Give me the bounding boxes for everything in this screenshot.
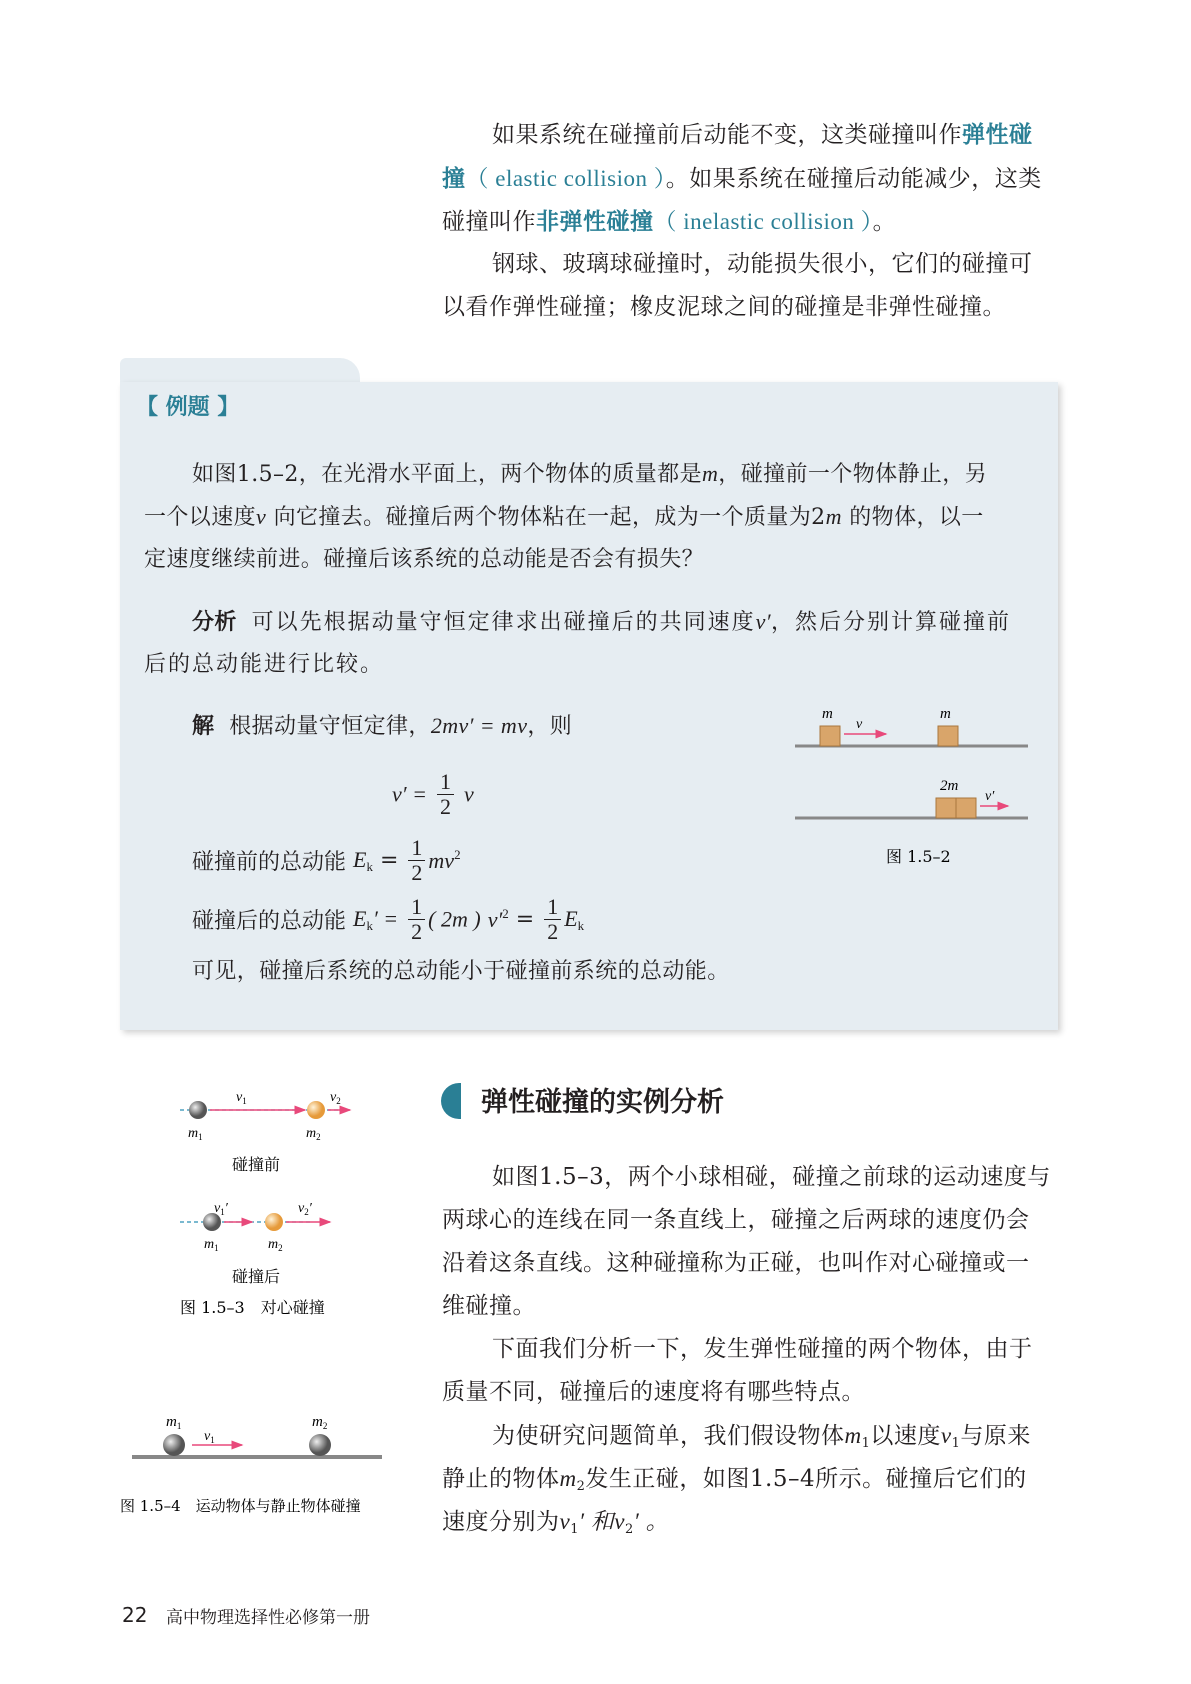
analysis-line-2: 后的总动能进行比较。 bbox=[144, 652, 385, 677]
english-term-1: （ elastic collision ） bbox=[465, 166, 666, 191]
section-title: 弹性碰撞的实例分析 bbox=[481, 1087, 724, 1118]
svg-text:m2: $m_2$ bbox=[312, 1414, 328, 1431]
block-combined-left bbox=[936, 798, 956, 818]
svg-text:v1: $v_1$ bbox=[204, 1429, 215, 1445]
ball-m2-before bbox=[307, 1101, 325, 1119]
solution-label: 解 bbox=[192, 714, 215, 739]
intro-line-5: 以看作弹性碰撞；橡皮泥球之间的碰撞是非弹性碰撞。 bbox=[442, 294, 1006, 320]
label-m2: m bbox=[940, 706, 951, 722]
figure-1-5-2 bbox=[790, 700, 1040, 880]
question-line-1: 如图1.5–2，在光滑水平面上，两个物体的质量都是m，碰撞前一个物体静止，另 bbox=[192, 461, 988, 487]
section-line-5: 下面我们分析一下，发生弹性碰撞的两个物体，由于 bbox=[492, 1336, 1033, 1362]
term-elastic-collision: 弹性碰 bbox=[962, 122, 1033, 148]
label-2m: 2m bbox=[940, 778, 959, 794]
ball-m2-after bbox=[265, 1213, 283, 1231]
svg-text:v2′: $v_2'$ bbox=[298, 1201, 312, 1217]
conclusion-line: 可见，碰撞后系统的总动能小于碰撞前系统的总动能。 bbox=[192, 959, 730, 984]
svg-text:m1: $m_1$ bbox=[188, 1126, 203, 1142]
ball-m1 bbox=[163, 1434, 185, 1456]
figure-1-5-2-caption: 图 1.5–2 bbox=[886, 847, 951, 866]
ball-m1-before bbox=[189, 1101, 207, 1119]
svg-text:m1: $m_1$ bbox=[204, 1237, 219, 1253]
figure-1-5-4-caption: 图 1.5–4 运动物体与静止物体碰撞 bbox=[120, 1497, 361, 1515]
label-v: v bbox=[856, 717, 863, 732]
section-line-6: 质量不同，碰撞后的速度将有哪些特点。 bbox=[442, 1379, 865, 1405]
section-marker bbox=[441, 1083, 461, 1119]
analysis-label: 分析 bbox=[192, 610, 237, 635]
figure-1-5-4 bbox=[120, 1405, 410, 1535]
analysis-line-1: 分析 可以先根据动量守恒定律求出碰撞后的共同速度v′，然后分别计算碰撞前 bbox=[192, 609, 1012, 635]
svg-text:m2: $m_2$ bbox=[268, 1237, 283, 1253]
page-number: 22 bbox=[122, 1603, 148, 1627]
intro-line-2: 撞（ elastic collision ）。如果系统在碰撞后动能减少，这类 bbox=[442, 166, 1042, 192]
svg-text:v1: $v_1$ bbox=[236, 1090, 247, 1106]
ek-before-line: 碰撞前的总动能 $E_k$ = $\frac{1}{2}$ $mv^2$ bbox=[192, 835, 461, 885]
block-combined-right bbox=[956, 798, 976, 818]
svg-text:m2: $m_2$ bbox=[306, 1126, 321, 1142]
fraction-half: $\frac{1}{2}$ bbox=[408, 895, 425, 944]
label-v-prime: v′ bbox=[985, 789, 995, 804]
ball-m2 bbox=[309, 1434, 331, 1456]
section-line-7: 为使研究问题简单，我们假设物体$m_1$以速度$v_1$与原来 bbox=[492, 1423, 1031, 1451]
section-line-2: 两球心的连线在同一条直线上，碰撞之后两球的速度仍会 bbox=[442, 1207, 1030, 1233]
solution-line-1: 解 根据动量守恒定律，2mv′ = mv，则 bbox=[192, 713, 573, 739]
section-line-8: 静止的物体$m_2$发生正碰，如图1.5–4所示。碰撞后它们的 bbox=[442, 1466, 1027, 1494]
section-line-9: 速度分别为$v_1'$ 和$v_2'$ 。 bbox=[442, 1509, 670, 1537]
fraction-half: $\frac{1}{2}$ bbox=[544, 895, 561, 944]
fraction-half: $\frac{1}{2}$ bbox=[408, 836, 425, 885]
svg-text:m1: $m_1$ bbox=[166, 1414, 182, 1431]
label-m1: m bbox=[822, 706, 833, 722]
question-line-2: 一个以速度v 向它撞去。碰撞后两个物体粘在一起，成为一个质量为2m 的物体，以一 bbox=[144, 504, 984, 530]
figure-1-5-3-caption: 图 1.5–3 对心碰撞 bbox=[180, 1298, 325, 1317]
fraction-half: $\frac{1}{2}$ bbox=[437, 770, 454, 819]
block-moving bbox=[820, 726, 840, 746]
intro-line-4: 钢球、玻璃球碰撞时，动能损失很小，它们的碰撞可 bbox=[492, 251, 1033, 277]
figure-1-5-3 bbox=[170, 1080, 400, 1340]
intro-line-3: 碰撞叫作非弹性碰撞（ inelastic collision ）。 bbox=[442, 209, 897, 235]
label-after: 碰撞后 bbox=[232, 1267, 281, 1286]
question-line-3: 定速度继续前进。碰撞后该系统的总动能是否会有损失？ bbox=[144, 547, 705, 572]
label-before: 碰撞前 bbox=[232, 1155, 281, 1174]
intro-line-1: 如果系统在碰撞前后动能不变，这类碰撞叫作弹性碰 bbox=[492, 122, 1033, 148]
momentum-equation: 2mv′ = mv bbox=[430, 713, 528, 738]
section-line-4: 维碰撞。 bbox=[442, 1293, 536, 1319]
example-label: 【 例题 】 bbox=[136, 395, 240, 420]
term-inelastic-collision: 非弹性碰撞 bbox=[536, 209, 654, 235]
ek-after-line: 碰撞后的总动能 $E_k'$ = $\frac{1}{2}$ ( 2m ) $v'^2$ = $\frac{1}{2}$ $E_k$ bbox=[192, 894, 585, 944]
book-title: 高中物理选择性必修第一册 bbox=[166, 1608, 370, 1628]
section-line-3: 沿着这条直线。这种碰撞称为正碰，也叫作对心碰撞或一 bbox=[442, 1250, 1030, 1276]
english-term-2: （ inelastic collision ） bbox=[653, 209, 873, 234]
svg-text:v1′: $v_1'$ bbox=[214, 1201, 228, 1217]
block-stationary bbox=[938, 726, 958, 746]
section-line-1: 如图1.5–3，两个小球相碰，碰撞之前球的运动速度与 bbox=[492, 1164, 1051, 1190]
svg-text:v2: $v_2$ bbox=[330, 1090, 341, 1106]
velocity-equation: v′ = $\frac{1}{2}$ v bbox=[392, 769, 474, 819]
